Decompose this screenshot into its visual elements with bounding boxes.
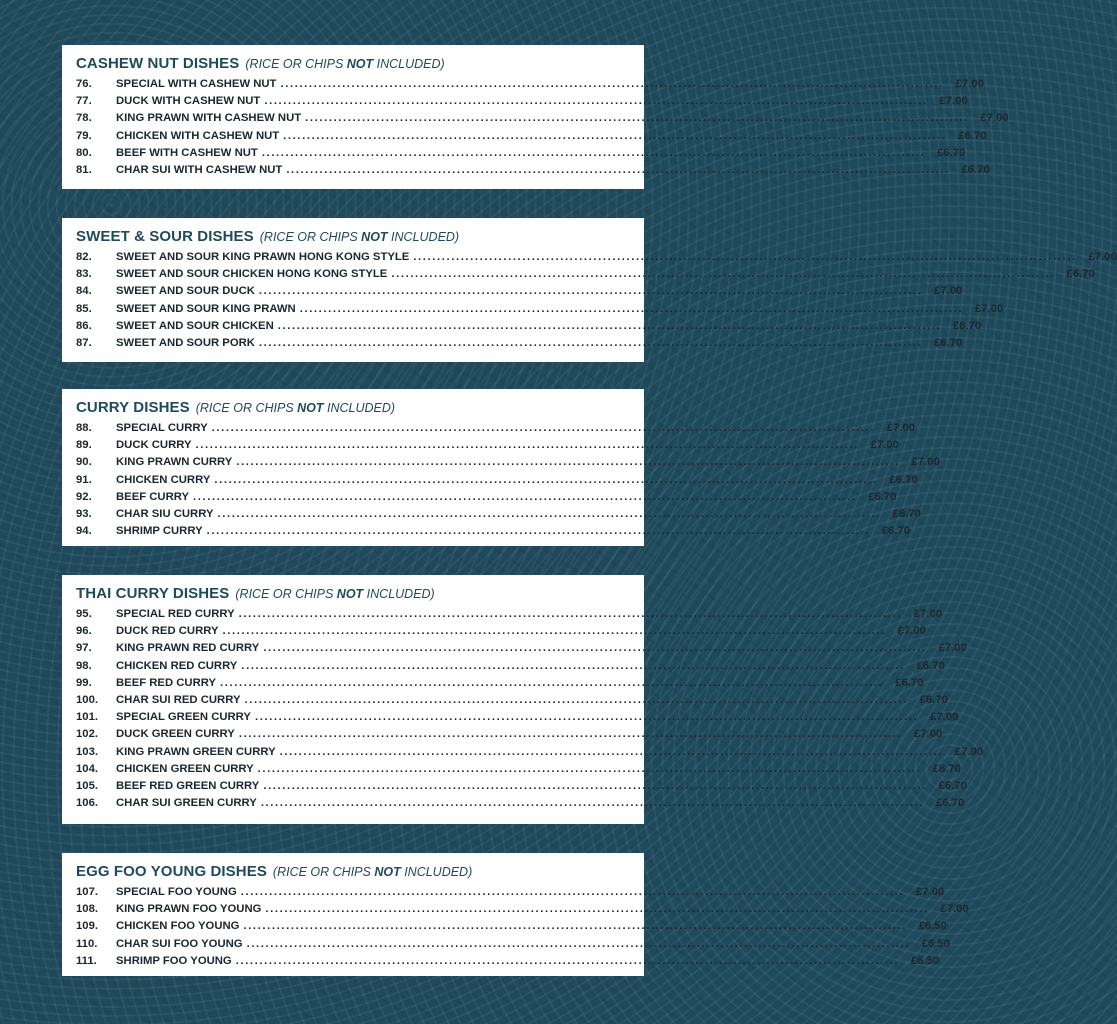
item-price: £6.70 bbox=[935, 797, 965, 810]
item-number: 83. bbox=[76, 268, 92, 281]
item-price: £6.70 bbox=[868, 490, 897, 503]
item-name: DUCK CURRY bbox=[116, 439, 192, 452]
item-number: 85. bbox=[76, 302, 92, 315]
menu-item bbox=[76, 762, 962, 780]
item-name: SHRIMP CURRY bbox=[116, 525, 203, 538]
dot-leader: ............................................................................................................................................ bbox=[246, 937, 910, 950]
item-number: 88. bbox=[76, 422, 92, 434]
item-name: CHAR SUI WITH CASHEW NUT bbox=[116, 163, 283, 176]
item-number: 92. bbox=[76, 490, 92, 503]
item-name: SWEET AND SOUR CHICKEN bbox=[116, 319, 274, 332]
item-name: SWEET AND SOUR KING PRAWN HONG KONG STYLE bbox=[116, 251, 410, 263]
section-title bbox=[76, 228, 630, 245]
menu-item bbox=[76, 319, 982, 337]
item-number: 84. bbox=[76, 285, 92, 298]
section-note: (RICE OR CHIPS NOT INCLUDED) bbox=[245, 57, 445, 71]
menu-item bbox=[76, 163, 990, 181]
section-note: (RICE OR CHIPS NOT INCLUDED) bbox=[235, 587, 435, 601]
menu-item bbox=[76, 129, 987, 147]
section-title bbox=[76, 863, 630, 880]
dot-leader: ............................................................................................................................................ bbox=[280, 78, 944, 90]
dot-leader: ............................................................................................................................................ bbox=[235, 954, 900, 967]
dot-leader: ............................................................................................................................................ bbox=[283, 129, 947, 142]
item-price: £7.00 bbox=[870, 439, 899, 452]
section-title bbox=[76, 55, 630, 72]
menu-item bbox=[76, 608, 943, 625]
item-price: £6.70 bbox=[889, 473, 918, 486]
dot-leader: ............................................................................................................................................ bbox=[254, 711, 919, 724]
item-number: 80. bbox=[76, 146, 92, 159]
item-price: £7.00 bbox=[886, 422, 916, 434]
item-price: £7.00 bbox=[955, 78, 984, 90]
item-number: 101. bbox=[76, 711, 98, 724]
item-number: 108. bbox=[76, 903, 98, 916]
item-name: KING PRAWN RED CURRY bbox=[116, 642, 260, 655]
menu-item bbox=[76, 779, 967, 797]
item-name: SWEET AND SOUR PORK bbox=[116, 336, 255, 349]
thai-curry-section bbox=[62, 575, 984, 824]
item-price: £6.70 bbox=[1066, 268, 1095, 281]
dot-leader: ............................................................................................................................................ bbox=[261, 146, 926, 159]
item-name: CHICKEN WITH CASHEW NUT bbox=[116, 129, 280, 142]
item-name: KING PRAWN GREEN CURRY bbox=[116, 745, 276, 758]
item-price: £7.00 bbox=[934, 285, 963, 298]
item-name: SPECIAL RED CURRY bbox=[116, 608, 235, 620]
item-number: 82. bbox=[76, 251, 92, 263]
item-number: 95. bbox=[76, 608, 92, 620]
section-title bbox=[76, 585, 630, 602]
menu-item bbox=[76, 439, 899, 456]
item-number: 93. bbox=[76, 507, 92, 520]
item-name: DUCK RED CURRY bbox=[116, 625, 219, 638]
item-price: £7.00 bbox=[930, 711, 959, 724]
menu-item bbox=[76, 95, 968, 112]
item-number: 96. bbox=[76, 625, 92, 638]
section-heading: THAI CURRY DISHES bbox=[76, 585, 230, 602]
sweet-sour-section bbox=[62, 218, 1117, 362]
dot-leader: ............................................................................................................................................ bbox=[211, 422, 876, 434]
item-number: 90. bbox=[76, 456, 92, 469]
menu-item bbox=[76, 302, 1004, 320]
item-name: CHAR SIU CURRY bbox=[116, 507, 214, 520]
dot-leader: ............................................................................................................................................ bbox=[413, 251, 1077, 263]
menu-item bbox=[76, 525, 911, 542]
section-title bbox=[76, 399, 630, 416]
item-name: KING PRAWN CURRY bbox=[116, 456, 233, 469]
item-number: 105. bbox=[76, 779, 98, 792]
item-name: SWEET AND SOUR CHICKEN HONG KONG STYLE bbox=[116, 268, 388, 281]
item-number: 110. bbox=[76, 937, 98, 950]
menu-item bbox=[76, 642, 967, 659]
item-name: CHICKEN GREEN CURRY bbox=[116, 762, 254, 775]
item-list bbox=[76, 251, 1117, 354]
dot-leader: ............................................................................................................................................ bbox=[243, 920, 907, 933]
section-note: (RICE OR CHIPS NOT INCLUDED) bbox=[195, 401, 396, 415]
dot-leader: ............................................................................................................................................ bbox=[391, 268, 1055, 281]
item-number: 102. bbox=[76, 728, 98, 741]
item-price: £6.70 bbox=[881, 525, 911, 538]
item-number: 97. bbox=[76, 642, 92, 655]
item-name: SPECIAL GREEN CURRY bbox=[116, 711, 251, 724]
menu-item bbox=[76, 285, 963, 302]
item-price: £7.00 bbox=[980, 112, 1009, 125]
item-price: £7.00 bbox=[913, 608, 943, 620]
item-name: BEEF RED GREEN CURRY bbox=[116, 779, 260, 792]
menu-item bbox=[76, 625, 926, 642]
dot-leader: ............................................................................................................................................ bbox=[260, 797, 925, 810]
item-price: £6.70 bbox=[934, 336, 963, 349]
item-number: 89. bbox=[76, 439, 92, 452]
dot-leader: ............................................................................................................................................ bbox=[264, 95, 928, 108]
item-number: 78. bbox=[76, 112, 92, 125]
item-price: £6.50 bbox=[910, 954, 940, 967]
item-price: £7.00 bbox=[940, 903, 969, 916]
item-price: £7.00 bbox=[915, 886, 945, 898]
item-name: BEEF WITH CASHEW NUT bbox=[116, 146, 258, 159]
menu-item bbox=[76, 903, 969, 920]
item-list bbox=[76, 78, 1009, 181]
item-number: 109. bbox=[76, 920, 98, 933]
menu-item bbox=[76, 268, 1095, 285]
dot-leader: ............................................................................................................................................ bbox=[222, 625, 886, 638]
item-price: £6.50 bbox=[918, 920, 947, 933]
item-name: KING PRAWN FOO YOUNG bbox=[116, 903, 262, 916]
item-price: £6.70 bbox=[952, 319, 982, 332]
item-number: 100. bbox=[76, 693, 98, 706]
menu-item bbox=[76, 728, 943, 745]
item-number: 77. bbox=[76, 95, 92, 108]
item-price: £6.70 bbox=[938, 779, 967, 792]
item-price: £6.70 bbox=[932, 762, 962, 775]
dot-leader: ............................................................................................................................................ bbox=[263, 642, 927, 655]
item-number: 104. bbox=[76, 762, 98, 775]
item-price: £6.70 bbox=[892, 507, 921, 520]
dot-leader: ............................................................................................................................................ bbox=[299, 302, 964, 315]
dot-leader: ............................................................................................................................................ bbox=[214, 473, 878, 486]
item-number: 107. bbox=[76, 886, 98, 898]
menu-item bbox=[76, 473, 918, 491]
dot-leader: ............................................................................................................................................ bbox=[195, 439, 859, 452]
item-name: CHAR SUI FOO YOUNG bbox=[116, 937, 243, 950]
dot-leader: ............................................................................................................................................ bbox=[238, 608, 903, 620]
item-number: 76. bbox=[76, 78, 92, 90]
dot-leader: ............................................................................................................................................ bbox=[263, 779, 927, 792]
item-price: £7.00 bbox=[954, 745, 984, 758]
menu-item bbox=[76, 336, 963, 354]
item-number: 91. bbox=[76, 473, 92, 486]
dot-leader: ............................................................................................................................................ bbox=[241, 659, 905, 672]
item-number: 106. bbox=[76, 797, 98, 810]
item-number: 103. bbox=[76, 745, 98, 758]
item-name: KING PRAWN WITH CASHEW NUT bbox=[116, 112, 302, 125]
item-name: BEEF CURRY bbox=[116, 490, 190, 503]
item-name: BEEF RED CURRY bbox=[116, 676, 217, 689]
dot-leader: ............................................................................................................................................ bbox=[279, 745, 944, 758]
section-heading: CURRY DISHES bbox=[76, 399, 190, 416]
menu-item bbox=[76, 920, 947, 937]
dot-leader: ............................................................................................................................................ bbox=[206, 525, 871, 538]
dot-leader: ............................................................................................................................................ bbox=[193, 490, 857, 503]
dot-leader: ............................................................................................................................................ bbox=[217, 507, 881, 520]
menu-item bbox=[76, 422, 916, 439]
item-price: £7.00 bbox=[974, 302, 1004, 315]
menu-item bbox=[76, 112, 1009, 129]
item-name: CHAR SUI RED CURRY bbox=[116, 693, 241, 706]
item-number: 87. bbox=[76, 336, 92, 349]
menu-item bbox=[76, 78, 984, 95]
item-price: £6.50 bbox=[921, 937, 950, 950]
menu-item bbox=[76, 711, 959, 728]
item-number: 81. bbox=[76, 163, 92, 176]
item-number: 111. bbox=[76, 954, 97, 967]
item-name: CHICKEN FOO YOUNG bbox=[116, 920, 240, 933]
item-price: £7.00 bbox=[897, 625, 926, 638]
menu-item bbox=[76, 797, 965, 814]
item-list bbox=[76, 422, 940, 542]
dot-leader: ............................................................................................................................................ bbox=[220, 676, 884, 689]
dot-leader: ............................................................................................................................................ bbox=[277, 319, 942, 332]
menu-item bbox=[76, 251, 1117, 268]
item-name: SHRIMP FOO YOUNG bbox=[116, 954, 232, 967]
menu-item bbox=[76, 937, 950, 955]
item-price: £6.70 bbox=[895, 676, 924, 689]
dot-leader: ............................................................................................................................................ bbox=[244, 693, 908, 706]
dot-leader: ............................................................................................................................................ bbox=[265, 903, 929, 916]
cashew-nut-section bbox=[62, 45, 1009, 189]
egg-foo-young-section bbox=[62, 853, 969, 976]
dot-leader: ............................................................................................................................................ bbox=[258, 336, 923, 349]
menu-item bbox=[76, 146, 966, 164]
dot-leader: ............................................................................................................................................ bbox=[305, 112, 969, 125]
item-price: £7.00 bbox=[1088, 251, 1117, 263]
item-name: DUCK GREEN CURRY bbox=[116, 728, 235, 741]
item-price: £7.00 bbox=[913, 728, 943, 741]
item-name: SPECIAL FOO YOUNG bbox=[116, 886, 237, 898]
item-price: £6.70 bbox=[958, 129, 987, 142]
menu-item bbox=[76, 676, 924, 694]
item-number: 94. bbox=[76, 525, 92, 538]
menu-item bbox=[76, 693, 948, 711]
item-number: 86. bbox=[76, 319, 92, 332]
section-note: (RICE OR CHIPS NOT INCLUDED) bbox=[272, 865, 473, 879]
section-heading: EGG FOO YOUNG DISHES bbox=[76, 863, 267, 880]
item-name: SPECIAL WITH CASHEW NUT bbox=[116, 78, 277, 90]
item-price: £6.70 bbox=[961, 163, 990, 176]
curry-section bbox=[62, 389, 940, 546]
dot-leader: ............................................................................................................................................ bbox=[236, 456, 900, 469]
item-name: CHAR SUI GREEN CURRY bbox=[116, 797, 257, 810]
item-name: SWEET AND SOUR DUCK bbox=[116, 285, 255, 298]
dot-leader: ............................................................................................................................................ bbox=[240, 886, 905, 898]
item-price: £7.00 bbox=[911, 456, 940, 469]
item-name: SWEET AND SOUR KING PRAWN bbox=[116, 302, 296, 315]
item-number: 99. bbox=[76, 676, 92, 689]
section-heading: CASHEW NUT DISHES bbox=[76, 55, 240, 72]
dot-leader: ............................................................................................................................................ bbox=[258, 285, 923, 298]
item-price: £6.70 bbox=[919, 693, 948, 706]
menu-item bbox=[76, 507, 921, 525]
menu-item bbox=[76, 659, 945, 677]
item-price: £6.70 bbox=[936, 146, 966, 159]
item-number: 79. bbox=[76, 129, 92, 142]
dot-leader: ............................................................................................................................................ bbox=[286, 163, 950, 176]
menu-item bbox=[76, 954, 940, 972]
section-note: (RICE OR CHIPS NOT INCLUDED) bbox=[259, 230, 460, 244]
item-list bbox=[76, 886, 969, 972]
item-name: DUCK WITH CASHEW NUT bbox=[116, 95, 261, 108]
item-name: SPECIAL CURRY bbox=[116, 422, 208, 434]
item-name: CHICKEN RED CURRY bbox=[116, 659, 238, 672]
menu-item bbox=[76, 490, 897, 508]
item-price: £7.00 bbox=[938, 642, 967, 655]
menu-item bbox=[76, 745, 984, 763]
menu-item bbox=[76, 886, 945, 903]
item-number: 98. bbox=[76, 659, 92, 672]
menu-item bbox=[76, 456, 940, 473]
item-name: CHICKEN CURRY bbox=[116, 473, 211, 486]
dot-leader: ............................................................................................................................................ bbox=[238, 728, 903, 741]
item-list bbox=[76, 608, 984, 814]
dot-leader: ............................................................................................................................................ bbox=[257, 762, 922, 775]
item-price: £7.00 bbox=[939, 95, 968, 108]
section-heading: SWEET & SOUR DISHES bbox=[76, 228, 254, 245]
item-price: £6.70 bbox=[916, 659, 945, 672]
